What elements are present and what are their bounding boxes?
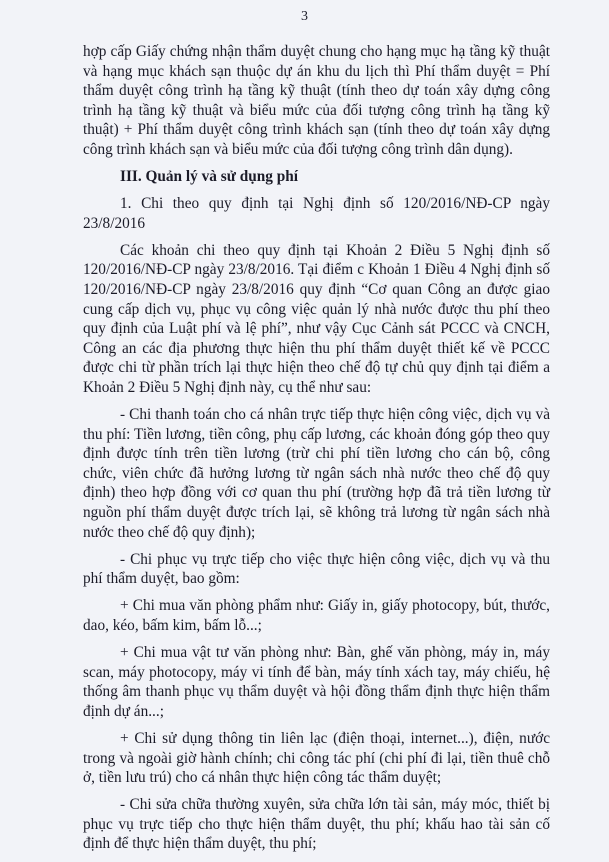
subsection-heading-1: 1. Chi theo quy định tại Nghị định số 120/2016/NĐ-CP ngày 23/8/2016 bbox=[83, 195, 550, 232]
sublist-item-communications: + Chi sử dụng thông tin liên lạc (điện thoại, internet...), điện, nước trong và ngoài giờ hành chính; chi công tác phí (chi phí đi lại, tiền thuê chỗ ở, tiền lưu trú) cho cá nhân thực hiện công tác thẩm duyệt; bbox=[83, 730, 550, 787]
page-number: 3 bbox=[301, 9, 308, 24]
sublist-item-office-supplies: + Chi mua vật tư văn phòng như: Bàn, ghế văn phòng, máy in, máy scan, máy photocopy, máy vi tính để bàn, máy tính xách tay, máy chiếu, hệ thống âm thanh phục vụ thẩm duyệt và hội đồng thẩm định thực hiện thẩm định dự án...; bbox=[83, 644, 550, 720]
sublist-item-stationery: + Chi mua văn phòng phẩm như: Giấy in, giấy photocopy, bút, thước, dao, kéo, bấm kim, bấm lỗ...; bbox=[83, 597, 550, 635]
document-body bbox=[83, 42, 550, 862]
list-item-payment: - Chi thanh toán cho cá nhân trực tiếp thực hiện công việc, dịch vụ và thu phí: Tiền lương, tiền công, phụ cấp lương, các khoản đóng góp theo quy định được tính trên tiền lương (trừ chi phí tiền lương cho cán bộ, công chức, viên chức đã hưởng lương từ ngân sách nhà nước theo chế độ quy định) theo hợp đồng với cơ quan thu phí (trường hợp đã trả tiền lương từ nguồn phí thẩm duyệt được trích lại, sẽ không trả lương từ ngân sách nhà nước theo chế độ quy định); bbox=[83, 406, 550, 541]
paragraph-fee-formula: hợp cấp Giấy chứng nhận thẩm duyệt chung cho hạng mục hạ tầng kỹ thuật và hạng mục khách sạn thuộc dự án khu du lịch thì Phí thẩm duyệt = Phí thẩm duyệt công trình hạ tầng kỹ thuật (tính theo dự toán xây dựng công trình hạ tầng kỹ thuật và biểu mức của đối tượng công trình hạ tầng kỹ thuật) + Phí thẩm duyệt công trình khách sạn (tính theo dự toán xây dựng công trình khách sạn và biểu mức của đối tượng công trình dân dụng). bbox=[83, 43, 550, 158]
paragraph-expenditures: Các khoản chi theo quy định tại Khoản 2 Điều 5 Nghị định số 120/2016/NĐ-CP ngày 23/8/2016. Tại điểm c Khoản 1 Điều 4 Nghị định số 120/2016/NĐ-CP ngày 23/8/2016 quy định “Cơ quan Công an được giao cung cấp dịch vụ, phục vụ công việc quản lý nhà nước được thu phí theo quy định của Luật phí và lệ phí”, như vậy Cục Cảnh sát PCCC và CNCH, Công an các địa phương thực hiện thu phí thẩm duyệt thiết kế về PCCC được chi từ phần trích lại thực hiện theo chế độ tự chủ quy định tại điểm a Khoản 2 Điều 5 Nghị định này, cụ thể như sau: bbox=[83, 241, 550, 396]
section-heading-iii: III. Quản lý và sử dụng phí bbox=[120, 168, 298, 186]
list-item-repairs: - Chi sửa chữa thường xuyên, sửa chữa lớn tài sản, máy móc, thiết bị phục vụ trực tiếp cho thực hiện thẩm duyệt, thu phí; khấu hao tài sản cố định để thực hiện thẩm duyệt, thu phí; bbox=[83, 796, 550, 853]
list-item-direct-service: - Chi phục vụ trực tiếp cho việc thực hiện công việc, dịch vụ và thu phí thẩm duyệt, bao gồm: bbox=[83, 550, 550, 588]
